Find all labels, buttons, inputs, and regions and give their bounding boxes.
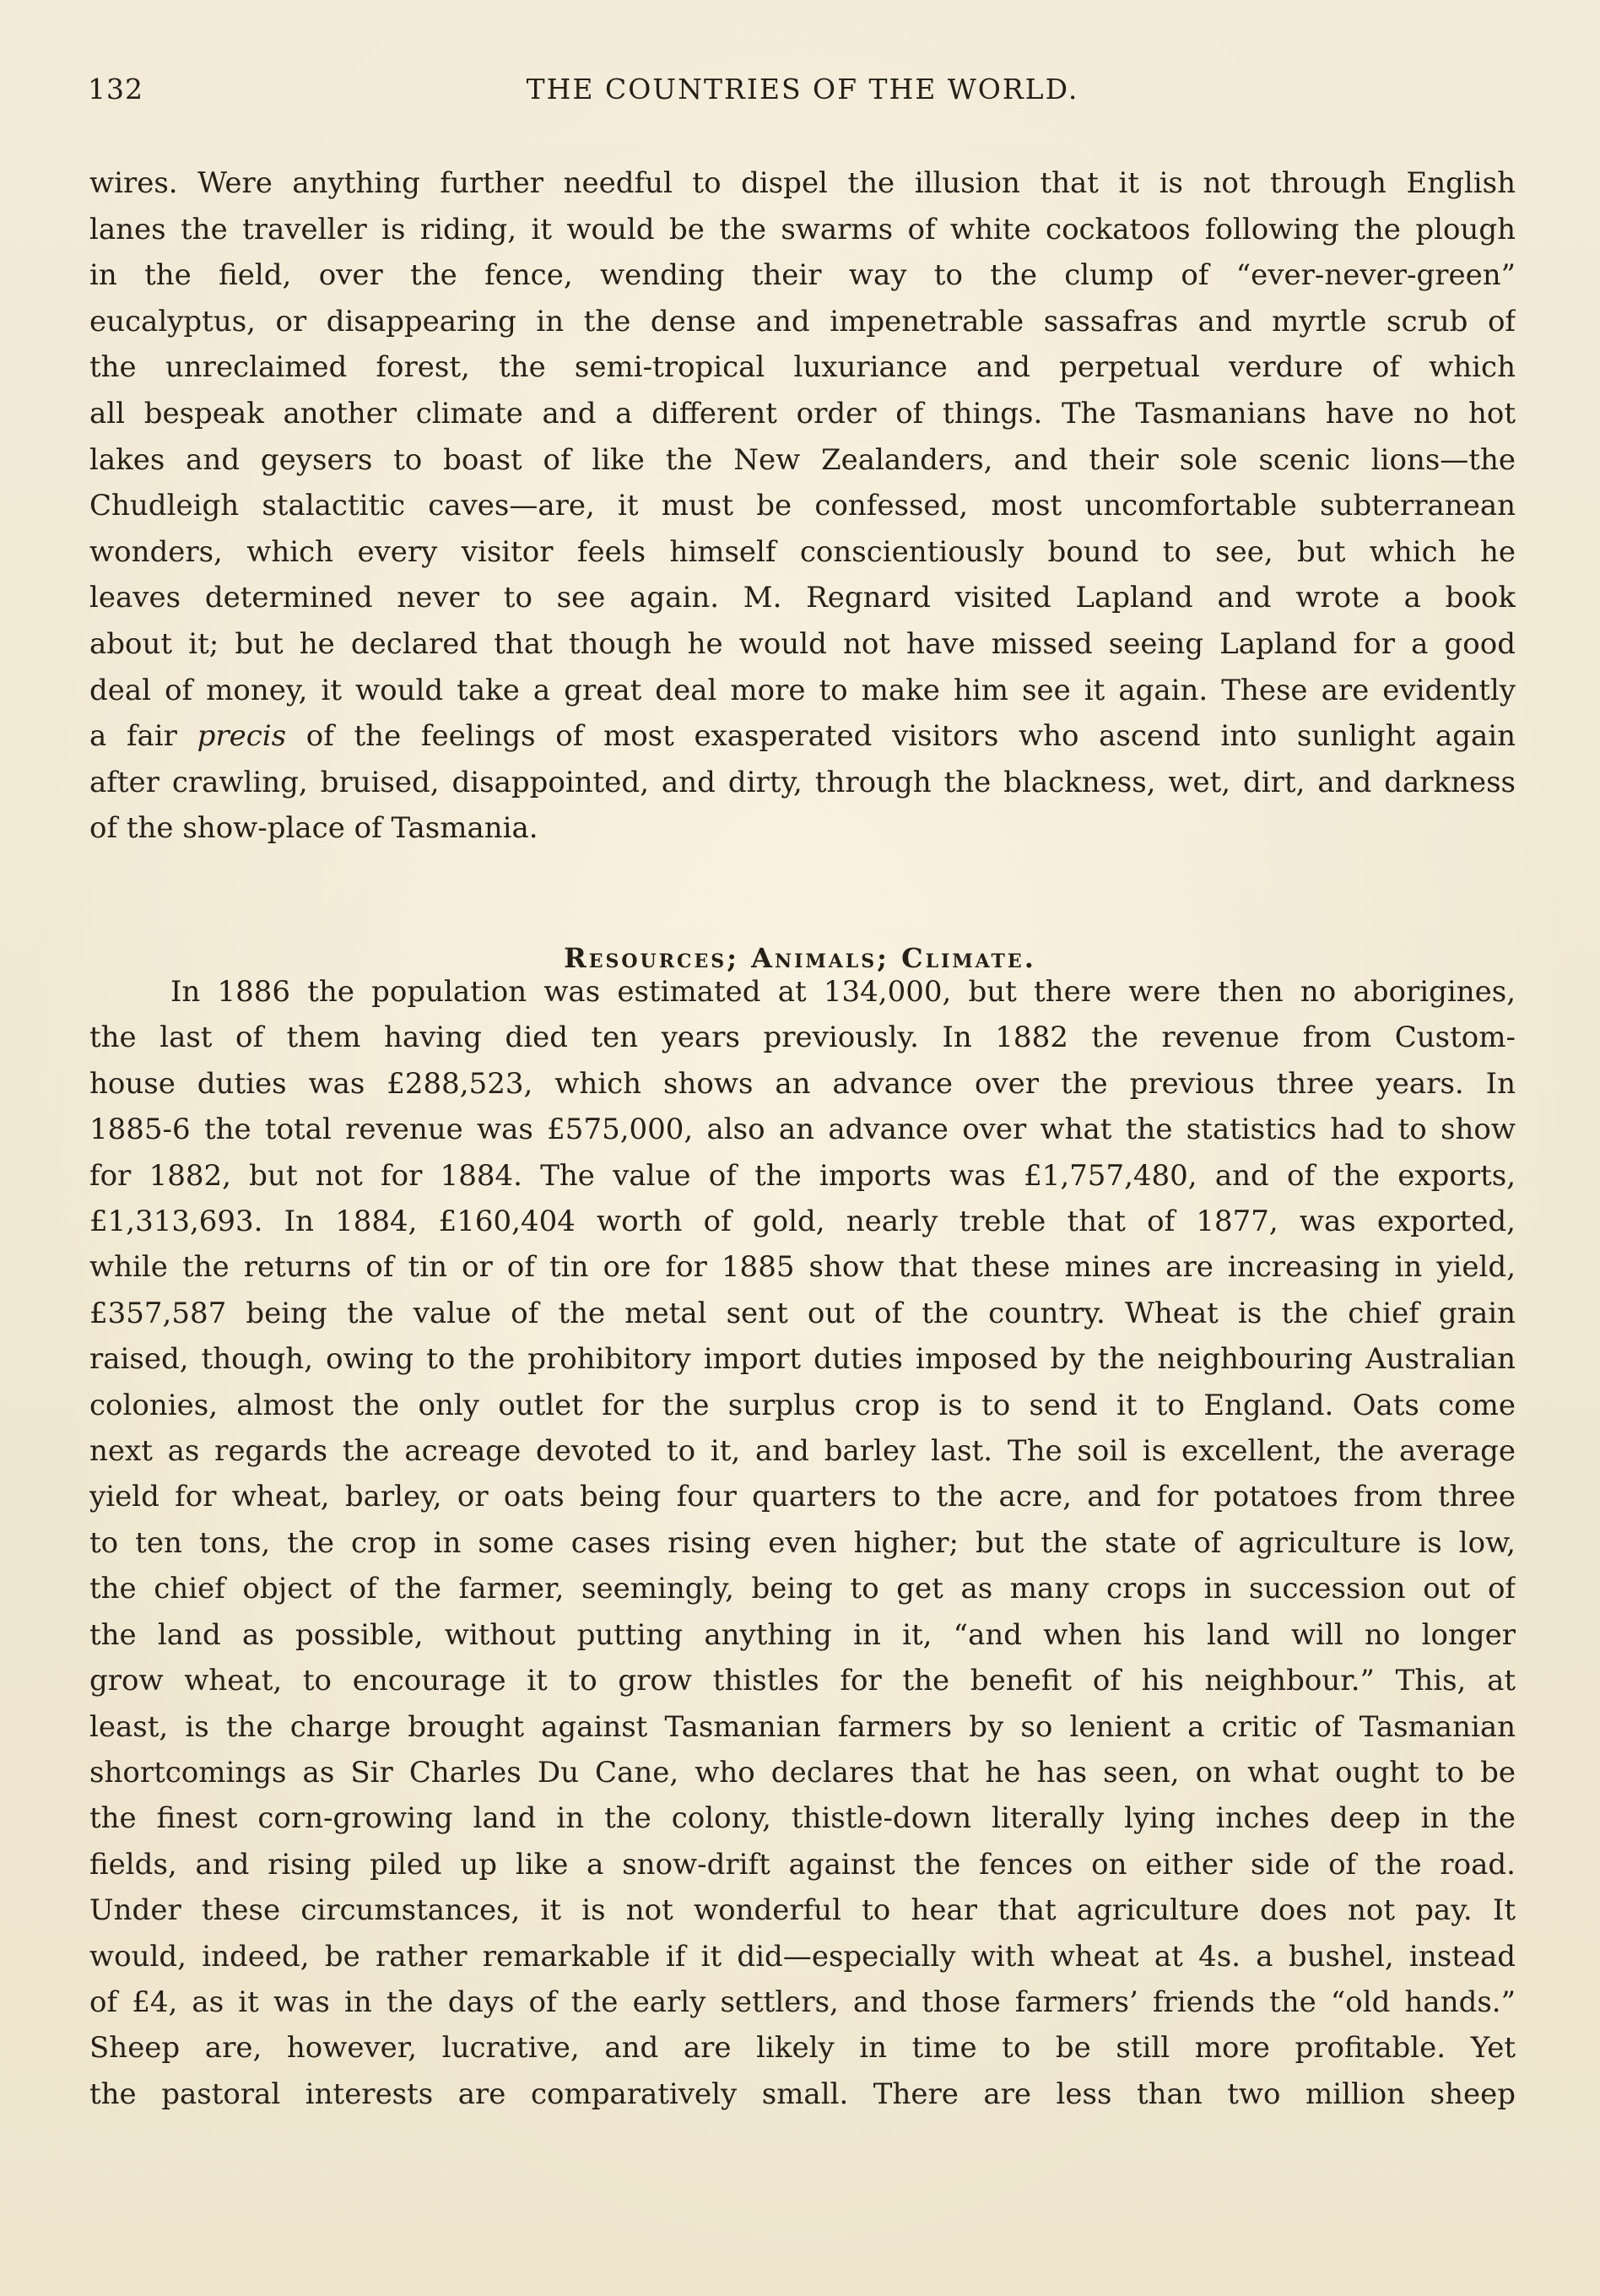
text-line: least, is the charge brought against Tasmanian farmers by so lenient a critic of Tasmanian [89, 1709, 1516, 1744]
paragraph-1 [89, 160, 1516, 852]
text-line: the land as possible, without putting anything in it, “and when his land will no longer [89, 1617, 1516, 1652]
text-line: after crawling, bruised, disappointed, and dirty, through the blackness, wet, dirt, and darkness [89, 765, 1516, 799]
text-line: deal of money, it would take a great deal more to make him see it again. These are evidently [89, 673, 1516, 707]
text-line: lanes the traveller is riding, it would be the swarms of white cockatoos following the plough [89, 212, 1516, 246]
page-number: 132 [88, 73, 143, 106]
text-line: in the field, over the fence, wending their way to the clump of “ever-never-green” [89, 258, 1516, 293]
text-line: £1,313,693. In 1884, £160,404 worth of gold, nearly treble that of 1877, was exported, [89, 1205, 1516, 1239]
text-line: yield for wheat, barley, or oats being four quarters to the acre, and for potatoes from three [89, 1480, 1516, 1514]
text-line: eucalyptus, or disappearing in the dense and impenetrable sassafras and myrtle scrub of [89, 304, 1516, 338]
text-segment: a fair [89, 719, 177, 754]
text-line: the chief object of the farmer, seemingly, being to get as many crops in succession out of [89, 1572, 1516, 1606]
text-line: 1885-6 the total revenue was £575,000, also an advance over what the statistics had to show [89, 1113, 1516, 1147]
section-heading: Resources; Animals; Climate. [564, 942, 1036, 974]
text-line: the last of them having died ten years previously. In 1882 the revenue from Custom- [89, 1021, 1516, 1055]
text-line: wonders, which every visitor feels himself conscientiously bound to see, but which he [89, 534, 1516, 569]
text-line: grow wheat, to encourage it to grow thistles for the benefit of his neighbour.” This, at [89, 1664, 1516, 1698]
running-head [81, 73, 1524, 115]
text-line: of £4, as it was in the days of the early settlers, and those farmers’ friends the “old hands.” [89, 1985, 1516, 2019]
text-line: the finest corn-growing land in the colony, thistle-down literally lying inches deep in the [89, 1801, 1516, 1836]
text-line: to ten tons, the crop in some cases rising even higher; but the state of agriculture is low, [89, 1525, 1516, 1560]
text-line: of the show-place of Tasmania. [89, 811, 538, 846]
text-line: about it; but he declared that though he would not have missed seeing Lapland for a good [89, 626, 1516, 661]
text-line: fields, and rising piled up like a snow-drift against the fences on either side of the road. [89, 1847, 1516, 1882]
text-line: leaves determined never to see again. M. Regnard visited Lapland and wrote a book [89, 581, 1516, 615]
text-line: lakes and geysers to boast of like the New Zealanders, and their sole scenic lions—the [89, 442, 1516, 477]
text-line: colonies, almost the only outlet for the surplus crop is to send it to England. Oats come [89, 1388, 1516, 1422]
text-line: wires. Were anything further needful to dispel the illusion that it is not through English [89, 166, 1516, 200]
text-line: next as regards the acreage devoted to it, and barley last. The soil is excellent, the average [89, 1434, 1516, 1469]
text-line: raised, though, owing to the prohibitory import duties imposed by the neighbouring Australian [89, 1342, 1516, 1377]
paragraph-2 [89, 969, 1516, 2117]
text-line: for 1882, but not for 1884. The value of the imports was £1,757,480, and of the exports, [89, 1158, 1516, 1193]
text-line: In 1886 the population was estimated at 134,000, but there were then no aborigines, [170, 975, 1516, 1009]
text-line: Chudleigh stalactitic caves—are, it must be confessed, most uncomfortable subterranean [89, 489, 1516, 523]
text-line: house duties was £288,523, which shows an advance over the previous three years. In [89, 1066, 1516, 1101]
text-line: while the returns of tin or of tin ore for 1885 show that these mines are increasing in yield, [89, 1250, 1516, 1285]
text-line: £357,587 being the value of the metal sent out of the country. Wheat is the chief grain [89, 1296, 1516, 1330]
running-title: THE COUNTRIES OF THE WORLD. [526, 73, 1079, 106]
text-segment: of the feelings of most exasperated visitors who ascend into sunlight again [305, 719, 1516, 754]
text-line-with-italic [89, 713, 1516, 760]
text-line: Under these circumstances, it is not wonderful to hear that agriculture does not pay. It [89, 1893, 1516, 1928]
italic-word: precis [197, 719, 287, 754]
text-line: shortcomings as Sir Charles Du Cane, who declares that he has seen, on what ought to be [89, 1755, 1516, 1790]
text-line: the pastoral interests are comparatively small. There are less than two million sheep [89, 2077, 1516, 2111]
text-line: the unreclaimed forest, the semi-tropical luxuriance and perpetual verdure of which [89, 350, 1516, 385]
text-line: all bespeak another climate and a different order of things. The Tasmanians have no hot [89, 396, 1516, 430]
text-line: Sheep are, however, lucrative, and are likely in time to be still more profitable. Yet [89, 2031, 1516, 2066]
text-line: would, indeed, be rather remarkable if it did—especially with wheat at 4s. a bushel, instead [89, 1939, 1516, 1974]
